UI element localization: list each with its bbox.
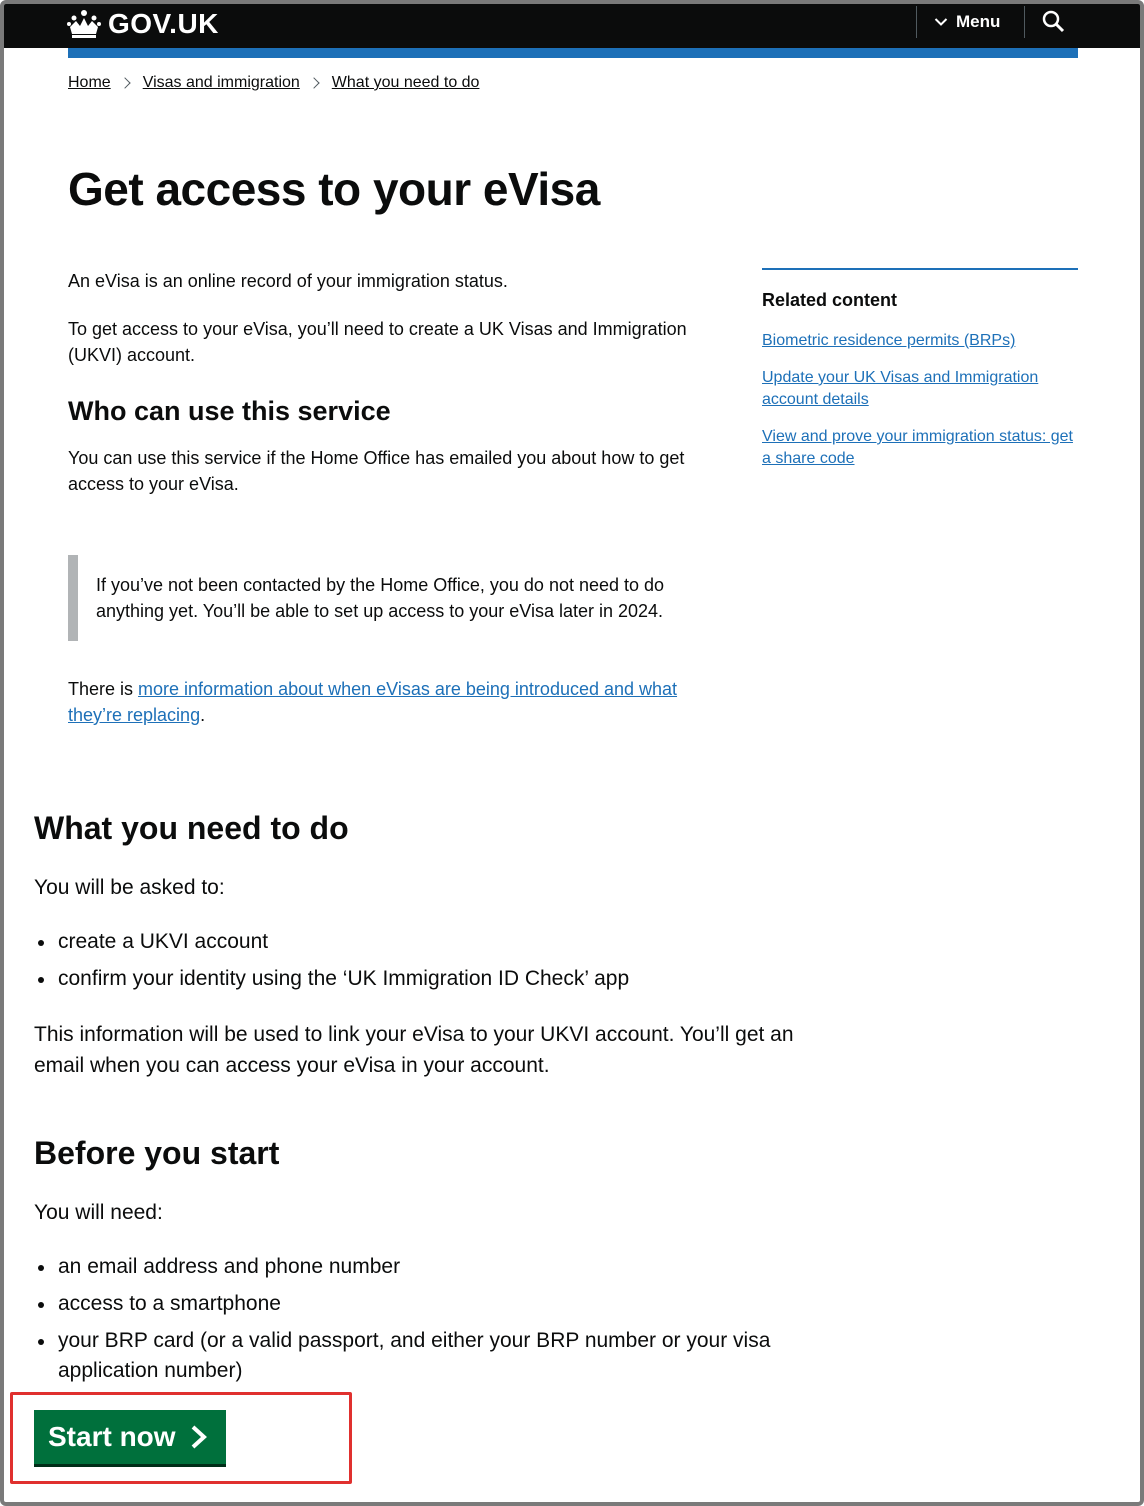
breadcrumb-what-to-do[interactable]: What you need to do	[331, 74, 480, 91]
before-start-heading: Before you start	[34, 1135, 280, 1171]
main-content	[68, 268, 728, 497]
site-header	[4, 4, 1140, 48]
related-link-brp[interactable]: Biometric residence permits (BRPs)	[762, 332, 1016, 349]
inset-paragraph: If you’ve not been contacted by the Home Office, you do not need to do anything yet. You’ll be able to set up access to your eVisa later in 2024.	[96, 575, 665, 621]
more-info-link[interactable]: more information about when eVisas are being introduced and what they’re replacing	[68, 679, 678, 725]
list-item: access to a smartphone	[36, 1289, 281, 1319]
what-to-do-heading: What you need to do	[34, 810, 349, 846]
chevron-right-icon	[119, 77, 130, 88]
breadcrumb	[68, 74, 479, 92]
start-now-button[interactable]	[34, 1410, 226, 1464]
related-content	[762, 268, 1078, 467]
menu-button[interactable]	[934, 8, 1000, 36]
bullet-icon	[38, 940, 44, 946]
intro-paragraph-1: An eVisa is an online record of your immigration status.	[68, 271, 508, 291]
related-link-share-code[interactable]: View and prove your immigration status: get a share code	[762, 428, 1073, 467]
start-now-label: Start now	[48, 1421, 176, 1452]
before-start-intro: You will need:	[34, 1201, 163, 1224]
header-blue-bar	[68, 48, 1078, 58]
who-paragraph: You can use this service if the Home Office has emailed you about how to get access to your eVisa.	[68, 448, 685, 494]
page-title: Get access to your eVisa	[68, 163, 600, 215]
chevron-right-icon	[308, 77, 319, 88]
list-item: an email address and phone number	[36, 1252, 400, 1282]
menu-label: Menu	[956, 12, 1001, 31]
bullet-icon	[38, 1339, 44, 1345]
chevron-right-icon	[190, 1424, 208, 1450]
breadcrumb-visas[interactable]: Visas and immigration	[142, 74, 300, 91]
more-info-paragraph	[68, 676, 728, 728]
related-heading: Related content	[762, 290, 898, 310]
what-to-do-outro: This information will be used to link your eVisa to your UKVI account. You’ll get an email when you can access your eVisa in your account.	[34, 1023, 794, 1077]
bullet-icon	[38, 977, 44, 983]
search-button[interactable]	[1040, 8, 1068, 36]
bullet-icon	[38, 1265, 44, 1271]
govuk-logo-link[interactable]	[66, 4, 219, 44]
list-item: your BRP card (or a valid passport, and either your BRP number or your visa application number)	[36, 1326, 826, 1386]
related-link-update-account[interactable]: Update your UK Visas and Immigration account details	[762, 369, 1039, 408]
more-info-suffix: .	[200, 705, 206, 725]
crown-icon	[66, 9, 102, 39]
logo-text: GOV.UK	[108, 8, 219, 39]
who-heading: Who can use this service	[68, 396, 391, 426]
header-divider	[1024, 6, 1025, 38]
list-item: confirm your identity using the ‘UK Immigration ID Check’ app	[36, 964, 629, 994]
bullet-icon	[38, 1302, 44, 1308]
header-divider	[916, 6, 917, 38]
what-to-do-intro: You will be asked to:	[34, 876, 225, 899]
intro-paragraph-2: To get access to your eVisa, you’ll need to create a UK Visas and Immigration (UKVI) account.	[68, 319, 687, 365]
breadcrumb-home[interactable]: Home	[68, 74, 111, 91]
search-icon	[1040, 8, 1068, 36]
more-info-prefix: There is	[68, 679, 139, 699]
inset-text	[68, 555, 728, 641]
list-item: create a UKVI account	[36, 927, 268, 957]
chevron-down-icon	[934, 17, 948, 27]
